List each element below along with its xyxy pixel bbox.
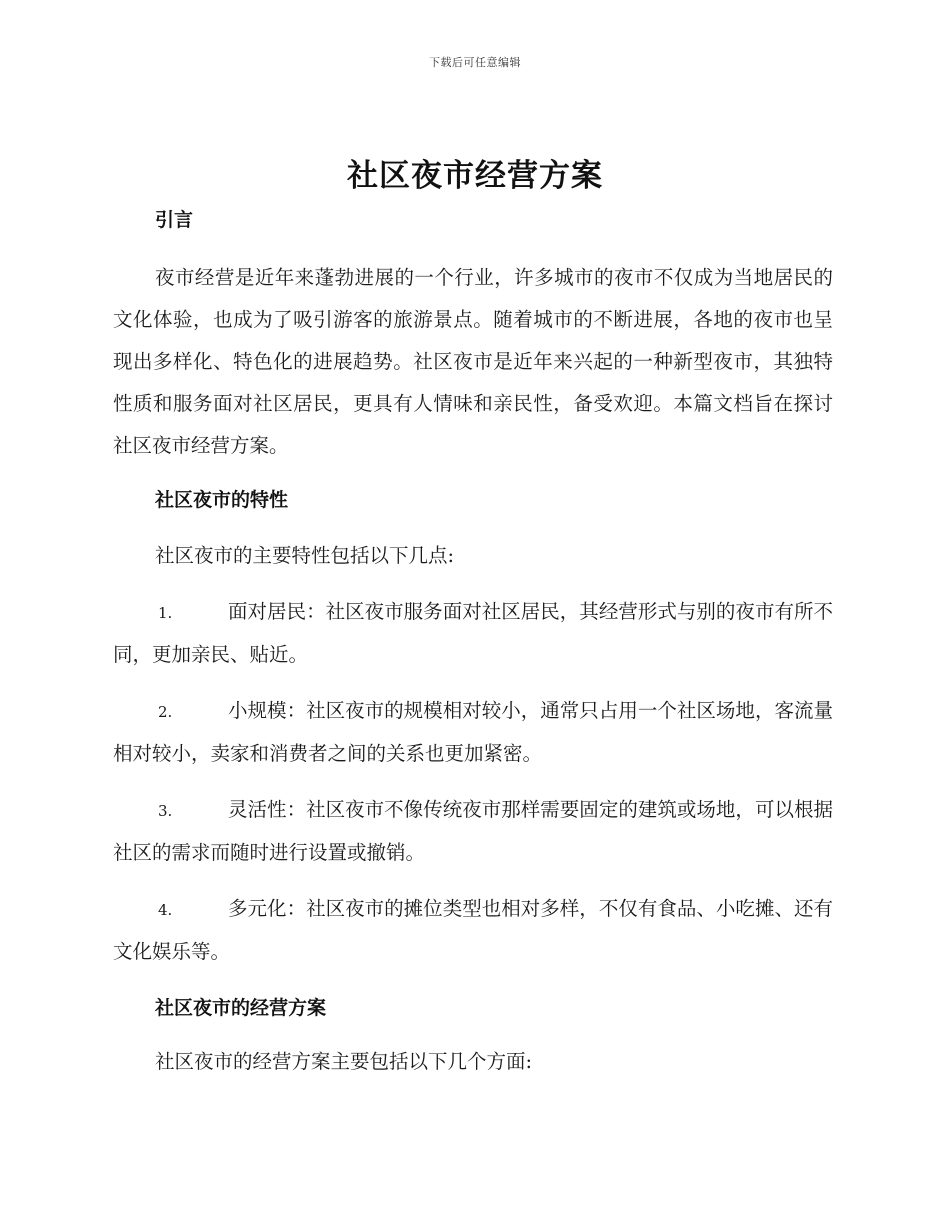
list-item-text: 多元化：社区夜市的摊位类型也相对多样，不仅有食品、小吃摊、还有文化娱乐等。 [113, 897, 833, 963]
section-heading-intro: 引言 [155, 209, 194, 231]
list-item [113, 888, 833, 973]
list-item-text: 灵活性：社区夜市不像传统夜市那样需要固定的建筑或场地，可以根据社区的需求而随时进行设置或撤销。 [113, 798, 833, 864]
document-title: 社区夜市经营方案 [347, 158, 603, 194]
intro-paragraph: 夜市经营是近年来蓬勃进展的一个行业，许多城市的夜市不仅成为当地居民的文化体验，也成为了吸引游客的旅游景点。随着城市的不断进展，各地的夜市也呈现出多样化、特色化的进展趋势。社区夜市是近年来兴起的一种新型夜市，其独特性质和服务面对社区居民，更具有人情味和亲民性，备受欢迎。本篇文档旨在探讨社区夜市经营方案。 [113, 266, 833, 457]
list-item [113, 591, 833, 676]
plan-lead-paragraph: 社区夜市的经营方案主要包括以下几个方面: [155, 1050, 533, 1073]
list-item-number: 4. [158, 901, 173, 919]
section-heading-plan: 社区夜市的经营方案 [155, 997, 327, 1019]
list-item-number: 3. [158, 802, 173, 820]
features-lead-paragraph: 社区夜市的主要特性包括以下几点: [155, 544, 455, 567]
section-heading-features: 社区夜市的特性 [155, 489, 289, 511]
list-item [113, 789, 833, 874]
list-item-text: 小规模：社区夜市的规模相对较小，通常只占用一个社区场地，客流量相对较小，卖家和消费者之间的关系也更加紧密。 [113, 699, 833, 765]
list-item-text: 面对居民：社区夜市服务面对社区居民，其经营形式与别的夜市有所不同，更加亲民、贴近。 [113, 600, 833, 666]
list-item-number: 2. [158, 703, 173, 721]
header-note: 下载后可任意编辑 [429, 56, 521, 69]
list-item [113, 690, 833, 775]
list-item-number: 1. [158, 604, 173, 622]
document-body [113, 203, 833, 1083]
